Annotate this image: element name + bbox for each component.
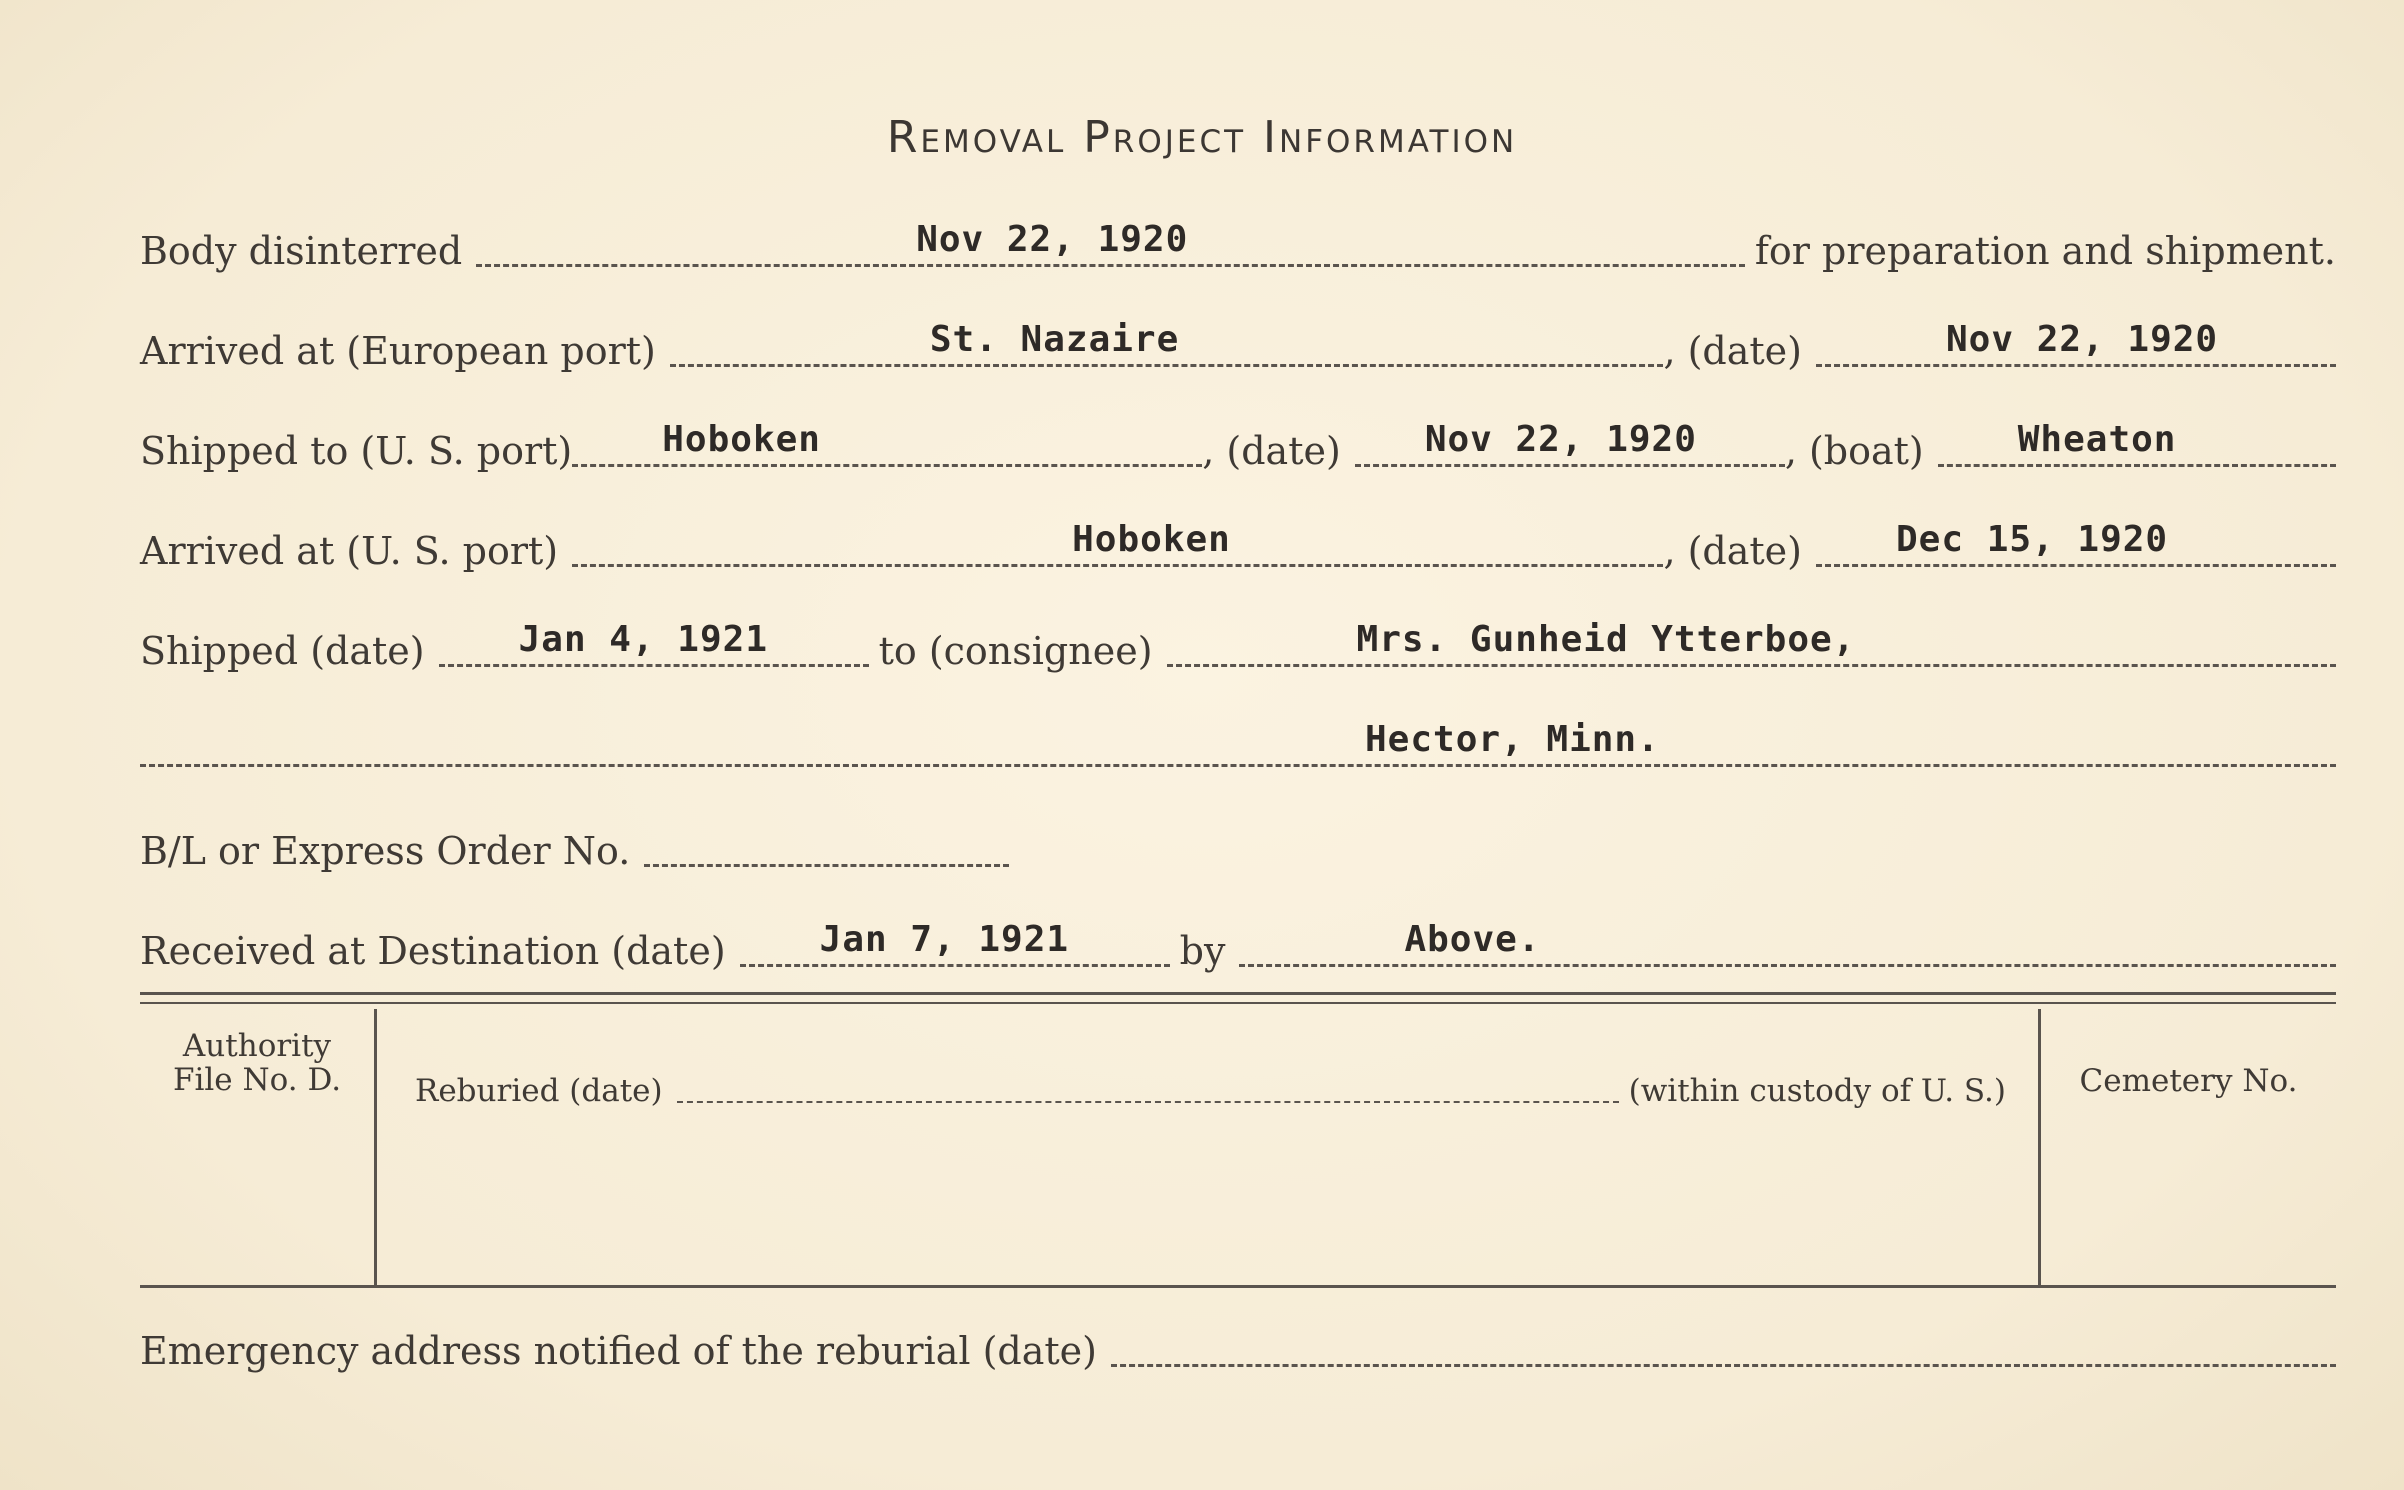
arrived-european-port-field[interactable]	[670, 318, 1664, 367]
reburial-table	[140, 992, 2336, 1288]
bl-order-label: B/L or Express Order No.	[140, 829, 631, 873]
bl-order-field[interactable]	[644, 818, 1009, 867]
emergency-row	[140, 1318, 2336, 1373]
received-by-field[interactable]	[1239, 918, 2336, 967]
consignee-value: Mrs. Gunheid Ytterboe,	[1356, 619, 1856, 660]
arrived-us-row	[140, 518, 2336, 573]
cemetery-label: Cemetery No.	[2079, 1063, 2298, 1099]
authority-cell	[140, 1009, 377, 1285]
shipped-date-field[interactable]	[439, 618, 869, 667]
shipped-date-value: Jan 4, 1921	[518, 619, 769, 660]
shipped-us-port-field[interactable]	[572, 418, 1202, 467]
body-disinterred-row	[140, 218, 2336, 273]
reburied-suffix: (within custody of U. S.)	[1628, 1073, 2006, 1109]
received-row	[140, 918, 2336, 973]
authority-file-label: File No. D.	[172, 1062, 342, 1098]
body-disinterred-label: Body disinterred	[140, 229, 463, 273]
received-by-value: Above.	[1404, 919, 1541, 960]
shipped-us-label: Shipped to (U. S. port)	[140, 429, 573, 473]
arrived-european-port-value: St. Nazaire	[929, 319, 1180, 360]
arrived-us-date-label: , (date)	[1663, 529, 1802, 573]
body-disinterred-field[interactable]	[476, 218, 1745, 267]
shipped-us-boat-value: Wheaton	[2017, 419, 2177, 460]
consignee-address-field[interactable]	[140, 718, 2336, 767]
reburied-row	[415, 1065, 2006, 1109]
received-date-value: Jan 7, 1921	[819, 919, 1070, 960]
arrived-us-date-value: Dec 15, 1920	[1896, 519, 2169, 560]
arrived-european-label: Arrived at (European port)	[140, 329, 656, 373]
table-double-rule	[140, 1002, 2336, 1004]
arrived-european-row	[140, 318, 2336, 373]
shipped-us-port-value: Hoboken	[662, 419, 821, 460]
arrived-european-date-label: , (date)	[1663, 329, 1802, 373]
received-label: Received at Destination (date)	[140, 929, 726, 973]
arrived-us-date-field[interactable]	[1816, 518, 2336, 567]
emergency-field[interactable]	[1111, 1318, 2336, 1367]
arrived-us-port-field[interactable]	[572, 518, 1663, 567]
shipped-us-boat-field[interactable]	[1938, 418, 2336, 467]
arrived-us-label: Arrived at (U. S. port)	[140, 529, 559, 573]
reburied-field[interactable]	[677, 1065, 1619, 1103]
arrived-european-date-field[interactable]	[1816, 318, 2336, 367]
authority-label: Authority	[182, 1028, 332, 1064]
cemetery-cell	[2038, 1009, 2336, 1285]
consignee-field[interactable]	[1167, 618, 2336, 667]
consignee-label: to (consignee)	[878, 629, 1153, 673]
arrived-us-port-value: Hoboken	[1072, 519, 1231, 560]
shipped-us-date-field[interactable]	[1355, 418, 1785, 467]
received-by-label: by	[1179, 929, 1226, 973]
shipped-us-date-value: Nov 22, 1920	[1424, 419, 1697, 460]
shipped-us-boat-label: , (boat)	[1784, 429, 1924, 473]
shipped-us-date-label: , (date)	[1202, 429, 1341, 473]
consignee-address-value: Hector, Minn.	[1365, 719, 1660, 760]
body-disinterred-suffix: for preparation and shipment.	[1754, 229, 2336, 273]
received-date-field[interactable]	[740, 918, 1170, 967]
card-title: Removal Project Information	[886, 112, 1518, 163]
body-disinterred-value: Nov 22, 1920	[916, 219, 1189, 260]
shipped-us-row	[140, 418, 2336, 473]
reburied-label: Reburied (date)	[415, 1073, 663, 1109]
emergency-label: Emergency address notified of the reburial (date)	[140, 1329, 1097, 1373]
shipped-row	[140, 618, 2336, 673]
arrived-european-date-value: Nov 22, 1920	[1946, 319, 2219, 360]
shipped-date-label: Shipped (date)	[140, 629, 425, 673]
consignee-address-row	[140, 718, 2336, 773]
bl-order-row	[140, 818, 1009, 873]
